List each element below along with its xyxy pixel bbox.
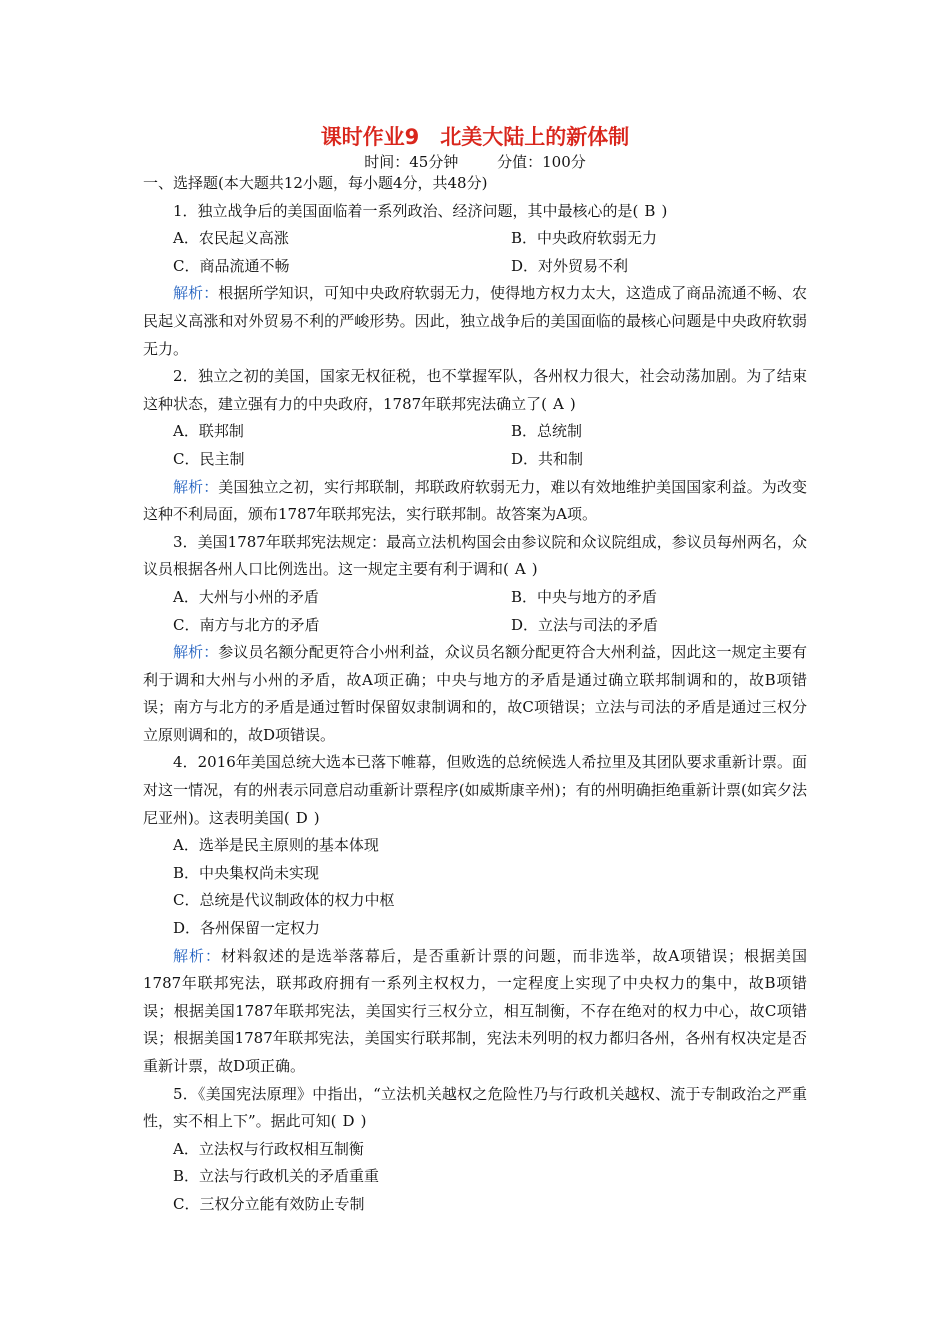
analysis-label: 解析：: [173, 477, 219, 496]
option-c: C．商品流通不畅: [173, 256, 290, 275]
option-row: [143, 418, 807, 446]
analysis-text: 根据所学知识，可知中央政府软弱无力，使得地方权力太大，这造成了商品流通不畅、农民起义高涨和对外贸易不利的严峻形势。因此，独立战争后的美国面临的最核心问题是中央政府软弱无力。: [143, 284, 807, 358]
option-c: C．南方与北方的矛盾: [173, 615, 320, 634]
option-row: [143, 253, 807, 281]
option-d: D．共和制: [511, 449, 584, 468]
question-4: [143, 749, 807, 832]
option-row: [143, 446, 807, 474]
option-c: C．民主制: [173, 449, 245, 468]
question-stem: 1．独立战争后的美国面临着一系列政治、经济问题，其中最核心的是(: [173, 201, 639, 220]
analysis-1: [143, 280, 807, 363]
option-b: B．中央与地方的矛盾: [511, 587, 658, 606]
analysis-label: 解析：: [173, 946, 221, 965]
question-stem: 5．《美国宪法原理》中指出，“立法机关越权之危险性乃与行政机关越权、流于专制政治之严重性，实不相上下”。据此可知(: [143, 1084, 807, 1131]
analysis-2: [143, 474, 807, 529]
analysis-label: 解析：: [173, 643, 219, 662]
option-c: C．三权分立能有效防止专制: [173, 1194, 365, 1213]
option-d: D．各州保留一定权力: [173, 919, 321, 938]
option-b: B．中央集权尚未实现: [173, 863, 320, 882]
option-c: C．总统是代议制政体的权力中枢: [173, 891, 395, 910]
option-row: [143, 612, 807, 640]
option-a: A．联邦制: [173, 422, 244, 441]
question-3: [143, 529, 807, 584]
analysis-text: 参议员名额分配更符合小州利益，众议员名额分配更符合大州利益，因此这一规定主要有利于调和大州与小州的矛盾，故A项正确；中央与地方的矛盾是通过确立联邦制调和的，故B项错误；南方与北方的矛盾是通过暂时保留奴隶制调和的，故C项错误；立法与司法的矛盾是通过三权分立原则调和的，故D项错误。: [143, 643, 807, 744]
option-b: B．中央政府软弱无力: [511, 229, 658, 248]
option-b: B．总统制: [511, 422, 583, 441]
option-row: [143, 584, 807, 612]
option-d: D．对外贸易不利: [511, 256, 629, 275]
time-limit: 时间：45分钟: [364, 153, 459, 171]
question-stem: 4．2016年美国总统大选本已落下帷幕，但败选的总统候选人希拉里及其团队要求重新计票。面对这一情况，有的州表示同意启动重新计票程序(如威斯康辛州)；有的州明确拒绝重新计票(如宾夕法尼亚州)。这表明美国(: [143, 753, 807, 827]
page-title: 课时作业9 北美大陆上的新体制: [320, 125, 630, 149]
question-1: [143, 198, 807, 226]
question-2: [143, 363, 807, 418]
analysis-text: 材料叙述的是选举落幕后，是否重新计票的问题，而非选举，故A项错误；根据美国1787年联邦宪法，联邦政府拥有一系列主权权力，一定程度上实现了中央权力的集中，故B项错误；根据美国1787年联邦宪法，美国实行三权分立，相互制衡，不存在绝对的权力中心，故C项错误；根据美国1787年联邦宪法，美国实行联邦制，宪法未列明的权力都归各州，各州有权决定是否重新计票，故D项正确。: [143, 946, 807, 1075]
analysis-4: [143, 943, 807, 1081]
question-5: [143, 1081, 807, 1136]
option-a: A．农民起义高涨: [173, 229, 289, 248]
exam-meta: [0, 151, 950, 172]
question-stem-end: ): [569, 394, 576, 413]
question-answer: A: [514, 560, 526, 579]
question-stem-end: ): [531, 560, 538, 579]
analysis-3: [143, 639, 807, 749]
option-b: B．立法与行政机关的矛盾重重: [173, 1167, 380, 1186]
option-d: D．立法与司法的矛盾: [511, 615, 659, 634]
option-a: A．立法权与行政权相互制衡: [173, 1139, 364, 1158]
question-answer: A: [553, 394, 564, 413]
question-answer: D: [342, 1112, 355, 1131]
question-stem-end: ): [661, 201, 668, 220]
question-stem: 2．独立之初的美国，国家无权征税，也不掌握军队，各州权力很大，社会动荡加剧。为了结束这种状态，建立强有力的中央政府，1787年联邦宪法确立了(: [143, 367, 807, 413]
analysis-text: 美国独立之初，实行邦联制，邦联政府软弱无力，难以有效地维护美国国家利益。为改变这种不利局面，颁布1787年联邦宪法，实行联邦制。故答案为A项。: [143, 477, 807, 524]
total-score: 分值：100分: [497, 153, 586, 171]
option-row: [143, 225, 807, 253]
section-heading: 一、选择题(本大题共12小题，每小题4分，共48分): [143, 174, 488, 192]
option-a: A．选举是民主原则的基本体现: [173, 836, 379, 855]
question-answer: D: [295, 808, 308, 827]
question-answer: B: [644, 201, 656, 220]
question-stem-end: ): [360, 1112, 367, 1131]
question-stem: 3．美国1787年联邦宪法规定：最高立法机构国会由参议院和众议院组成，参议员每州两名，众议员根据各州人口比例选出。这一规定主要有利于调和(: [143, 532, 807, 579]
analysis-label: 解析：: [173, 284, 219, 303]
option-a: A．大州与小州的矛盾: [173, 587, 319, 606]
question-stem-end: ): [313, 808, 320, 827]
question-content: [143, 170, 807, 1219]
